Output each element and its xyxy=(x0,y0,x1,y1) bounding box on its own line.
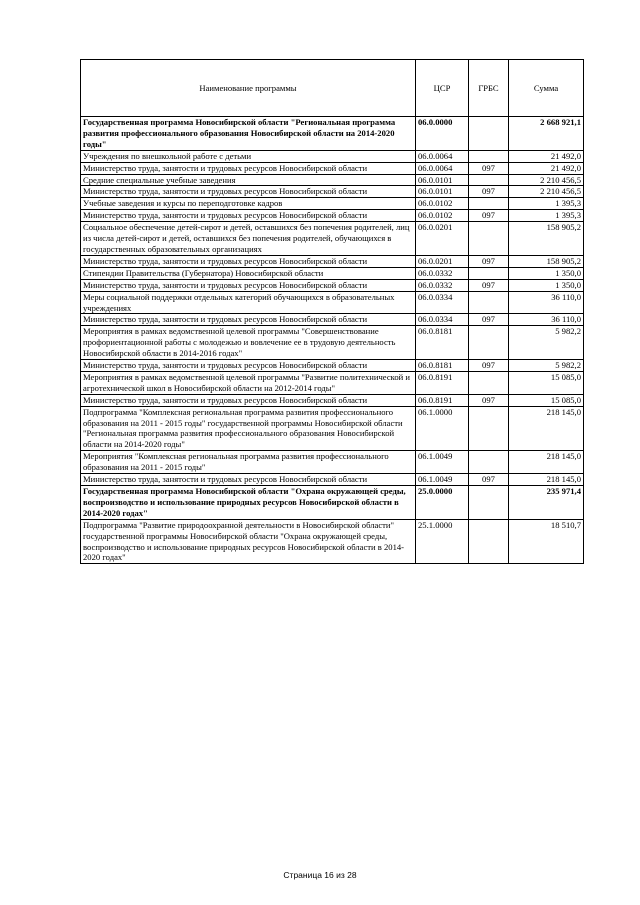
table-body xyxy=(81,117,584,564)
row-sum: 2 210 456,5 xyxy=(509,186,584,198)
row-sum: 21 492,0 xyxy=(509,162,584,174)
row-csr: 06.1.0049 xyxy=(416,474,469,486)
header-sum: Сумма xyxy=(509,60,584,117)
row-name: Учебные заведения и курсы по переподготовке кадров xyxy=(81,198,416,210)
row-csr: 06.0.8181 xyxy=(416,326,469,360)
row-name: Министерство труда, занятости и трудовых ресурсов Новосибирской области xyxy=(81,162,416,174)
row-csr: 06.0.0332 xyxy=(416,267,469,279)
row-name: Меры социальной поддержки отдельных категорий обучающихся в образовательных учреждениях xyxy=(81,291,416,314)
table-row xyxy=(81,198,584,210)
row-grbs xyxy=(469,117,509,151)
row-name: Министерство труда, занятости и трудовых ресурсов Новосибирской области xyxy=(81,314,416,326)
header-name: Наименование программы xyxy=(81,60,416,117)
row-grbs: 097 xyxy=(469,210,509,222)
budget-table xyxy=(80,59,584,564)
row-sum: 218 145,0 xyxy=(509,406,584,451)
row-name: Социальное обеспечение детей-сирот и детей, оставшихся без попечения родителей, лиц из числа детей-сирот и детей, оставшихся без попечения родителей, обучающихся в государственных образовательных организациях xyxy=(81,222,416,256)
row-csr: 06.0.0101 xyxy=(416,174,469,186)
row-name: Мероприятия "Комплексная региональная программа развития профессионального образования на 2011 - 2015 годы" xyxy=(81,451,416,474)
table-row xyxy=(81,186,584,198)
row-grbs xyxy=(469,406,509,451)
row-name: Министерство труда, занятости и трудовых ресурсов Новосибирской области xyxy=(81,360,416,372)
table-row xyxy=(81,451,584,474)
row-sum: 218 145,0 xyxy=(509,474,584,486)
row-csr: 06.1.0049 xyxy=(416,451,469,474)
table-row xyxy=(81,406,584,451)
table-row xyxy=(81,210,584,222)
row-name: Стипендии Правительства (Губернатора) Новосибирской области xyxy=(81,267,416,279)
row-sum: 15 085,0 xyxy=(509,371,584,394)
row-name: Мероприятия в рамках ведомственной целевой программы "Совершенствование профориентационной работы с молодежью и вовлечение ее в трудовую деятельность Новосибирской области в 2014-2016 годах" xyxy=(81,326,416,360)
row-grbs xyxy=(469,267,509,279)
row-sum: 1 395,3 xyxy=(509,198,584,210)
row-csr: 06.0.8191 xyxy=(416,371,469,394)
table-row xyxy=(81,267,584,279)
row-sum: 36 110,0 xyxy=(509,291,584,314)
row-csr: 06.0.0101 xyxy=(416,186,469,198)
row-sum: 1 350,0 xyxy=(509,279,584,291)
row-name: Средние специальные учебные заведения xyxy=(81,174,416,186)
row-grbs: 097 xyxy=(469,394,509,406)
row-sum: 18 510,7 xyxy=(509,519,584,564)
row-name: Учреждения по внешкольной работе с детьми xyxy=(81,150,416,162)
row-csr: 06.0.0064 xyxy=(416,162,469,174)
row-csr: 06.0.0201 xyxy=(416,255,469,267)
table-row xyxy=(81,117,584,151)
row-name: Мероприятия в рамках ведомственной целевой программы "Развитие политехнической и агротехнической школ в Новосибирской области на 2012-2014 годы" xyxy=(81,371,416,394)
row-grbs xyxy=(469,486,509,520)
row-sum: 2 668 921,1 xyxy=(509,117,584,151)
row-grbs xyxy=(469,326,509,360)
row-grbs xyxy=(469,291,509,314)
row-name: Государственная программа Новосибирской области "Региональная программа развития профессионального образования Новосибирской области на 2014-2020 годы" xyxy=(81,117,416,151)
row-grbs xyxy=(469,371,509,394)
row-grbs: 097 xyxy=(469,314,509,326)
row-sum: 36 110,0 xyxy=(509,314,584,326)
row-grbs xyxy=(469,174,509,186)
row-sum: 218 145,0 xyxy=(509,451,584,474)
table-row xyxy=(81,519,584,564)
header-grbs: ГРБС xyxy=(469,60,509,117)
table-row xyxy=(81,150,584,162)
row-grbs xyxy=(469,519,509,564)
row-csr: 06.0.0334 xyxy=(416,314,469,326)
row-sum: 158 905,2 xyxy=(509,255,584,267)
row-grbs xyxy=(469,198,509,210)
row-sum: 5 982,2 xyxy=(509,360,584,372)
row-csr: 06.0.0000 xyxy=(416,117,469,151)
row-csr: 06.0.0102 xyxy=(416,210,469,222)
row-csr: 06.0.0201 xyxy=(416,222,469,256)
row-grbs: 097 xyxy=(469,279,509,291)
table-row xyxy=(81,314,584,326)
row-name: Подпрограмма "Комплексная региональная программа развития профессионального образования на 2011 - 2015 годы" государственной программы Новосибирской области "Региональная программа развития профессионального образования Новосибирской области на 2014-2020 годы" xyxy=(81,406,416,451)
row-grbs xyxy=(469,222,509,256)
row-grbs: 097 xyxy=(469,474,509,486)
table-row xyxy=(81,279,584,291)
row-csr: 06.0.0334 xyxy=(416,291,469,314)
row-name: Министерство труда, занятости и трудовых ресурсов Новосибирской области xyxy=(81,474,416,486)
row-csr: 06.0.0064 xyxy=(416,150,469,162)
row-csr: 06.1.0000 xyxy=(416,406,469,451)
row-name: Подпрограмма "Развитие природоохранной деятельности в Новосибирской области" государственной программы Новосибирской области "Охрана окружающей среды, воспроизводство и использование природных ресурсов Новосибирской области в 2014-2020 годах" xyxy=(81,519,416,564)
row-name: Министерство труда, занятости и трудовых ресурсов Новосибирской области xyxy=(81,279,416,291)
table-row xyxy=(81,222,584,256)
row-grbs: 097 xyxy=(469,255,509,267)
row-csr: 06.0.0332 xyxy=(416,279,469,291)
page-number: Страница 16 из 28 xyxy=(283,870,357,880)
row-sum: 1 395,3 xyxy=(509,210,584,222)
table-row xyxy=(81,360,584,372)
row-grbs xyxy=(469,150,509,162)
row-csr: 06.0.0102 xyxy=(416,198,469,210)
row-sum: 235 971,4 xyxy=(509,486,584,520)
row-csr: 25.1.0000 xyxy=(416,519,469,564)
table-row xyxy=(81,486,584,520)
row-grbs: 097 xyxy=(469,162,509,174)
table-row xyxy=(81,162,584,174)
row-sum: 5 982,2 xyxy=(509,326,584,360)
row-name: Министерство труда, занятости и трудовых ресурсов Новосибирской области xyxy=(81,255,416,267)
row-grbs: 097 xyxy=(469,360,509,372)
table-row xyxy=(81,326,584,360)
row-csr: 25.0.0000 xyxy=(416,486,469,520)
table-row xyxy=(81,174,584,186)
table-row xyxy=(81,291,584,314)
row-csr: 06.0.8181 xyxy=(416,360,469,372)
row-grbs: 097 xyxy=(469,186,509,198)
table-row xyxy=(81,371,584,394)
row-sum: 158 905,2 xyxy=(509,222,584,256)
row-sum: 2 210 456,5 xyxy=(509,174,584,186)
table-row xyxy=(81,394,584,406)
row-sum: 21 492,0 xyxy=(509,150,584,162)
row-name: Министерство труда, занятости и трудовых ресурсов Новосибирской области xyxy=(81,210,416,222)
table-header-row xyxy=(81,60,584,117)
row-name: Государственная программа Новосибирской области "Охрана окружающей среды, воспроизводство и использование природных ресурсов Новосибирской области в 2014-2020 годах" xyxy=(81,486,416,520)
row-sum: 1 350,0 xyxy=(509,267,584,279)
row-sum: 15 085,0 xyxy=(509,394,584,406)
row-name: Министерство труда, занятости и трудовых ресурсов Новосибирской области xyxy=(81,394,416,406)
row-grbs xyxy=(469,451,509,474)
table-row xyxy=(81,474,584,486)
row-name: Министерство труда, занятости и трудовых ресурсов Новосибирской области xyxy=(81,186,416,198)
row-csr: 06.0.8191 xyxy=(416,394,469,406)
header-csr: ЦСР xyxy=(416,60,469,117)
table-row xyxy=(81,255,584,267)
